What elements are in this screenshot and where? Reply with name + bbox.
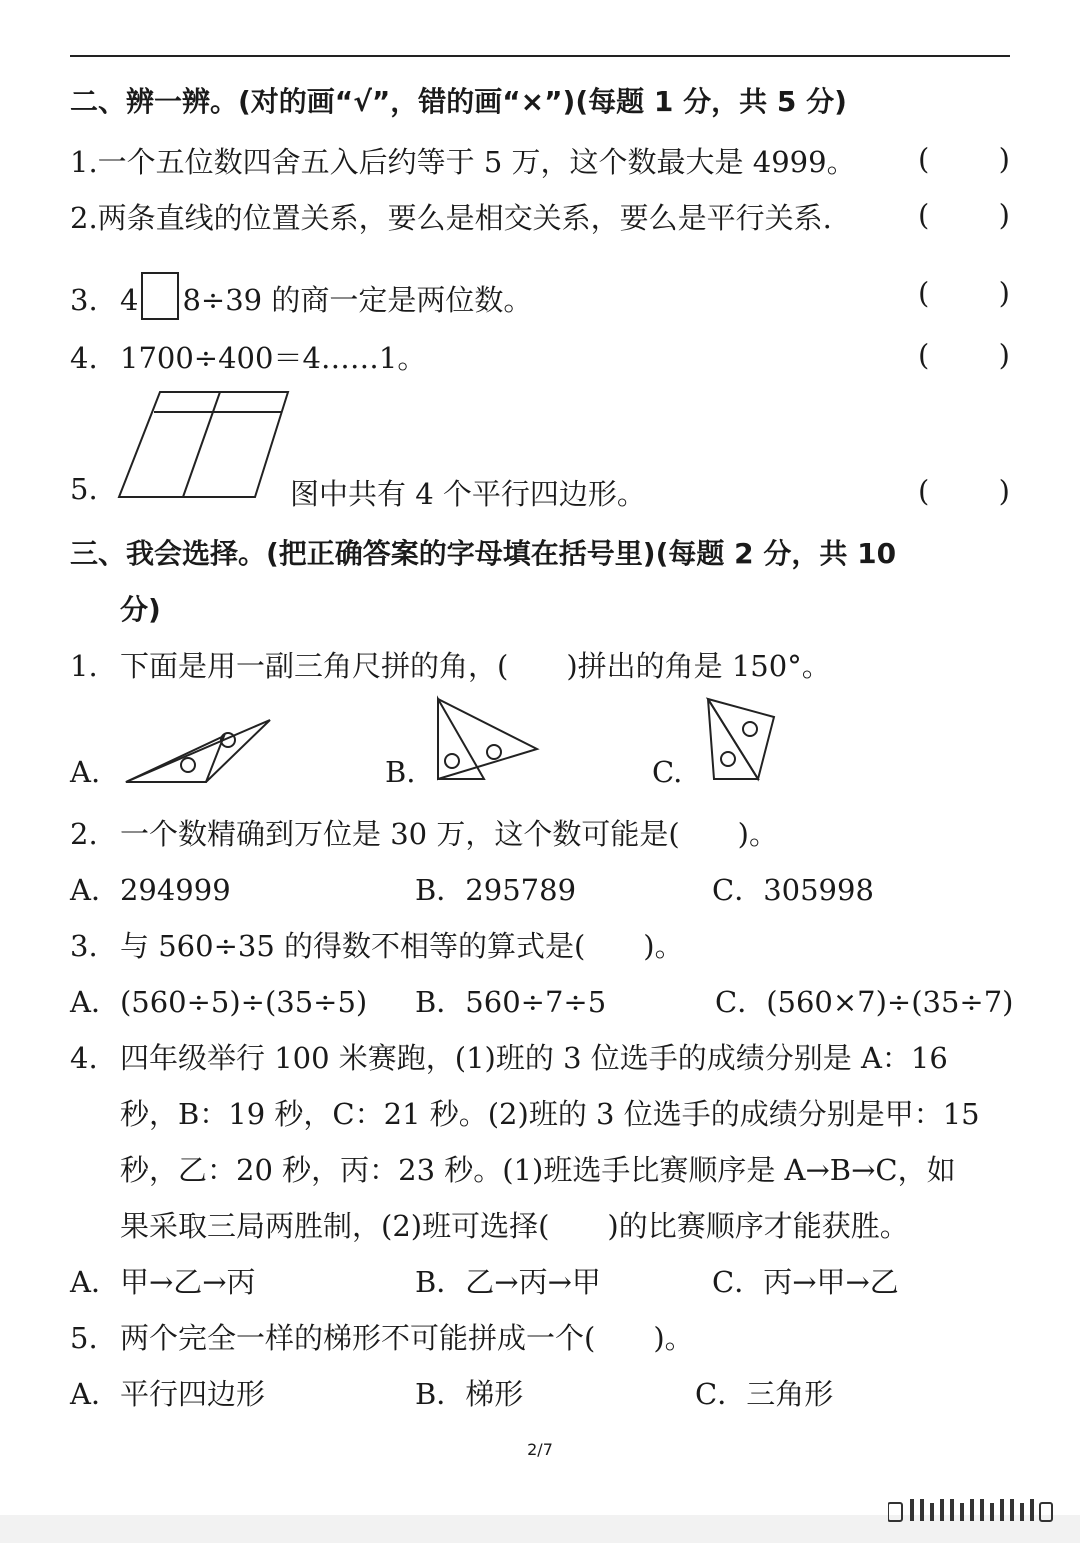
parallelogram-figure	[115, 388, 295, 503]
item-number: 4.	[70, 1041, 98, 1075]
digit-blank-box[interactable]	[141, 272, 179, 320]
q5-option-b[interactable]: B．梯形	[415, 1377, 524, 1411]
s3-q4-line4: 果采取三局两胜制，(2)班可选择( )的比赛顺序才能获胜。	[120, 1209, 909, 1243]
item-text: 1700÷400＝4……1。	[120, 341, 427, 375]
s3-q4-line3: 秒，乙：20 秒，丙：23 秒。(1)班选手比赛顺序是 A→B→C，如	[120, 1153, 956, 1187]
q2-option-c[interactable]: C．305998	[712, 873, 874, 907]
q1-option-c-label[interactable]: C.	[652, 755, 683, 789]
s2-item-5-text: 图中共有 4 个平行四边形。	[290, 477, 646, 511]
s3-q4-line1	[70, 1036, 948, 1077]
q3-option-b[interactable]: B．560÷7÷5	[415, 985, 607, 1019]
item-number: 3.	[70, 929, 98, 963]
item-number: 2.	[70, 817, 98, 851]
q3-option-a[interactable]: A．(560÷5)÷(35÷5)	[70, 985, 368, 1019]
item-number: 1.	[70, 649, 98, 683]
s3-q5	[70, 1316, 694, 1357]
q5-option-a[interactable]: A．平行四边形	[70, 1377, 265, 1411]
answer-paren-2[interactable]: ( )	[918, 198, 1010, 232]
q5-option-c[interactable]: C．三角形	[695, 1377, 834, 1411]
item-text: 下面是用一副三角尺拼的角，( )拼出的角是 150°。	[120, 649, 831, 683]
s2-item-2	[70, 196, 832, 237]
section2-heading: 二、辨一辨。(对的画“√”，错的画“×”)(每题 1 分，共 5 分)	[70, 85, 847, 118]
q1-option-a-label[interactable]: A.	[70, 755, 101, 789]
answer-paren-4[interactable]: ( )	[918, 338, 1010, 372]
section3-heading-line2: 分)	[120, 593, 161, 626]
answer-paren-3[interactable]: ( )	[918, 276, 1010, 310]
s2-item-4	[70, 336, 426, 377]
triangle-rulers-c	[702, 695, 778, 785]
triangle-rulers-b	[432, 695, 544, 785]
q4-option-a[interactable]: A．甲→乙→丙	[70, 1265, 256, 1299]
q2-option-b[interactable]: B．295789	[415, 873, 577, 907]
item-number: 5.	[70, 1321, 98, 1355]
s2-item-5-number: 5.	[70, 472, 98, 506]
s3-q3	[70, 924, 684, 965]
watermark-logo-icon	[888, 1495, 1058, 1525]
item-number: 3.	[70, 283, 98, 317]
answer-paren-1[interactable]: ( )	[918, 142, 1010, 176]
s2-item-3	[70, 272, 532, 320]
q2-option-a[interactable]: A．294999	[70, 873, 231, 907]
page-number: 2/7	[527, 1440, 553, 1459]
s3-q1	[70, 644, 831, 685]
top-rule	[70, 55, 1010, 57]
item-text: 一个五位数四舍五入后约等于 5 万，这个数最大是 4999。	[97, 145, 856, 179]
s3-q2	[70, 812, 778, 853]
s3-q4-line2: 秒，B：19 秒，C：21 秒。(2)班的 3 位选手的成绩分别是甲：15	[120, 1097, 980, 1131]
item-text: 四年级举行 100 米赛跑，(1)班的 3 位选手的成绩分别是 A：16	[120, 1041, 948, 1075]
item-text: 一个数精确到万位是 30 万，这个数可能是( )。	[120, 817, 778, 851]
triangle-rulers-a	[120, 712, 276, 788]
item-number: 1.	[70, 145, 98, 179]
item-number: 2.	[70, 201, 98, 235]
s2-item-1	[70, 140, 856, 181]
q4-option-b[interactable]: B．乙→丙→甲	[415, 1265, 601, 1299]
item-text: 两个完全一样的梯形不可能拼成一个( )。	[120, 1321, 694, 1355]
q1-option-b-label[interactable]: B.	[385, 755, 416, 789]
q3-option-c[interactable]: C．(560×7)÷(35÷7)	[715, 985, 1014, 1019]
item-text: 与 560÷35 的得数不相等的算式是( )。	[120, 929, 684, 963]
item-text: 两条直线的位置关系，要么是相交关系，要么是平行关系.	[97, 201, 832, 235]
item-number: 4.	[70, 341, 98, 375]
item-text-after: 8÷39 的商一定是两位数。	[182, 283, 533, 317]
answer-paren-5[interactable]: ( )	[918, 474, 1010, 508]
q4-option-c[interactable]: C．丙→甲→乙	[712, 1265, 899, 1299]
section3-heading-line1: 三、我会选择。(把正确答案的字母填在括号里)(每题 2 分，共 10	[70, 537, 897, 570]
item-text-before: 4	[120, 283, 139, 317]
